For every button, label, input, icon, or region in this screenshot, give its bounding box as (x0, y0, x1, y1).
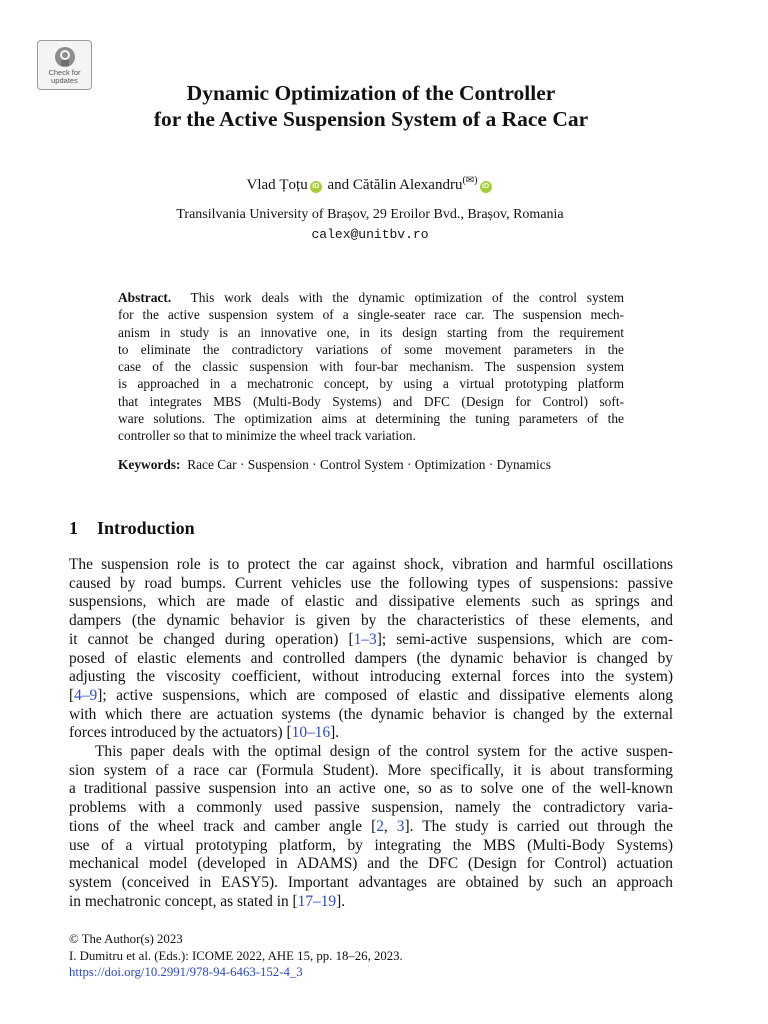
paragraph-line: mechanical model (developed in ADAMS) and the DFC (Design for Control) actuation (69, 855, 673, 873)
orcid-icon[interactable]: iD (310, 181, 322, 193)
paragraph-line: dampers (the dynamic behavior is given by the characteristics of these elements, and (69, 612, 673, 630)
abstract-line: Abstract. This work deals with the dynamic optimization of the control system (118, 290, 624, 305)
author-list (0, 171, 740, 195)
citation-link[interactable]: 2 (376, 817, 384, 835)
paragraph-line: tions of the wheel track and camber angle [2, 3]. The study is carried out through the (69, 817, 673, 835)
paragraph-line: [4–9]; active suspensions, which are composed of elastic and dissipative elements along (69, 686, 673, 704)
paragraph-line: sion system of a race car (Formula Student). More specifically, it is about transforming (69, 761, 673, 779)
paragraph-line: posed of elastic elements and controlled dampers (the dynamic behavior is changed by (69, 649, 673, 667)
abstract-line: to eliminate the contradictory variations of some movement parameters in the (118, 341, 624, 357)
paragraph-line: adjusting the viscosity coefficient, without introducing external forces into the system) (69, 668, 673, 686)
paragraph-line: a traditional passive suspension into an active one, so as to solve one of the well-known (69, 780, 673, 798)
abstract-line: for the active suspension system of a single-seater race car. The suspension mech- (118, 307, 624, 323)
paragraph-line: This paper deals with the optimal design of the control system for the active suspen- (95, 743, 673, 761)
citation-info: I. Dumitru et al. (Eds.): ICOME 2022, AHE 15, pp. 18–26, 2023. (69, 948, 403, 963)
section-number: 1 (69, 518, 78, 538)
author-name: Cătălin Alexandru (352, 177, 463, 193)
paragraph-line: forces introduced by the actuators) [10–16]. (69, 724, 340, 742)
paragraph-line: system (conceived in EASY5). Important advantages are obtained by such an approach (69, 873, 673, 891)
paragraph-line: caused by road bumps. Current vehicles use the following types of suspensions: passive (69, 574, 673, 592)
citation-link[interactable]: 17–19 (297, 892, 337, 910)
affiliation: Transilvania University of Brașov, 29 Eroilor Bvd., Brașov, Romania (176, 207, 564, 222)
keywords-text: Race Car · Suspension · Control System · Optimization · Dynamics (187, 457, 551, 472)
abstract-line: controller so that to minimize the wheel track variation. (118, 428, 416, 444)
keywords-label: Keywords: (118, 457, 181, 472)
author-name: Vlad Țoțu (246, 177, 308, 193)
author-connector: and (327, 177, 350, 193)
title-line-2: for the Active Suspension System of a Race Car (153, 107, 589, 131)
title-line-1: Dynamic Optimization of the Controller (186, 81, 556, 105)
paragraph-line: with which there are actuation systems (the dynamic behavior is changed by the external (69, 705, 673, 723)
abstract-label: Abstract. (118, 290, 172, 305)
paragraph-line: suspensions, which are made of elastic and dissipative elements such as springs and (69, 593, 673, 611)
paper-title (0, 80, 742, 132)
corresponding-author-mark: (✉) (462, 175, 478, 186)
paragraph-line: problems with a commonly used passive suspension, namely the contradictory varia- (69, 799, 673, 817)
citation-link[interactable]: 3 (396, 817, 405, 835)
abstract-line: that integrates MBS (Multi-Body Systems) and DFC (Design for Control) soft- (118, 393, 624, 409)
section-heading (69, 517, 195, 539)
footer (69, 931, 403, 981)
body-text (69, 556, 673, 911)
orcid-icon[interactable]: iD (480, 181, 492, 193)
abstract-line: ware solutions. The optimization aims at determining the tuning parameters of the (118, 411, 624, 427)
paragraph-line: it cannot be changed during operation) [1–3]; semi-active suspensions, which are com- (69, 630, 673, 648)
abstract (118, 289, 624, 445)
paragraph-line: The suspension role is to protect the car against shock, vibration and harmful oscillations (69, 556, 673, 573)
abstract-line: anism in study is an innovative one, in its design starting from the requirement (118, 324, 624, 340)
crossmark-icon (54, 46, 76, 68)
citation-link[interactable]: 4–9 (74, 686, 98, 704)
section-title: Introduction (97, 518, 195, 538)
paragraph-line: in mechatronic concept, as stated in [17–19]. (69, 892, 346, 910)
copyright-notice: © The Author(s) 2023 (69, 932, 183, 946)
abstract-line: is approached in a mechatronic concept, by using a virtual prototyping platform (118, 376, 624, 392)
doi-link[interactable]: https://doi.org/10.2991/978-94-6463-152-4_3 (69, 965, 303, 979)
author-email[interactable]: calex@unitbv.ro (311, 227, 429, 242)
paragraph-line: use of a virtual prototyping platform, by integrating the MBS (Multi-Body Systems) (69, 836, 673, 854)
keywords (118, 456, 551, 473)
badge-text: Check for updates (48, 68, 81, 85)
citation-link[interactable]: 1–3 (353, 630, 377, 648)
citation-link[interactable]: 10–16 (291, 724, 331, 742)
abstract-line: case of the classic suspension with four-bar mechanism. The suspension system (118, 359, 624, 375)
